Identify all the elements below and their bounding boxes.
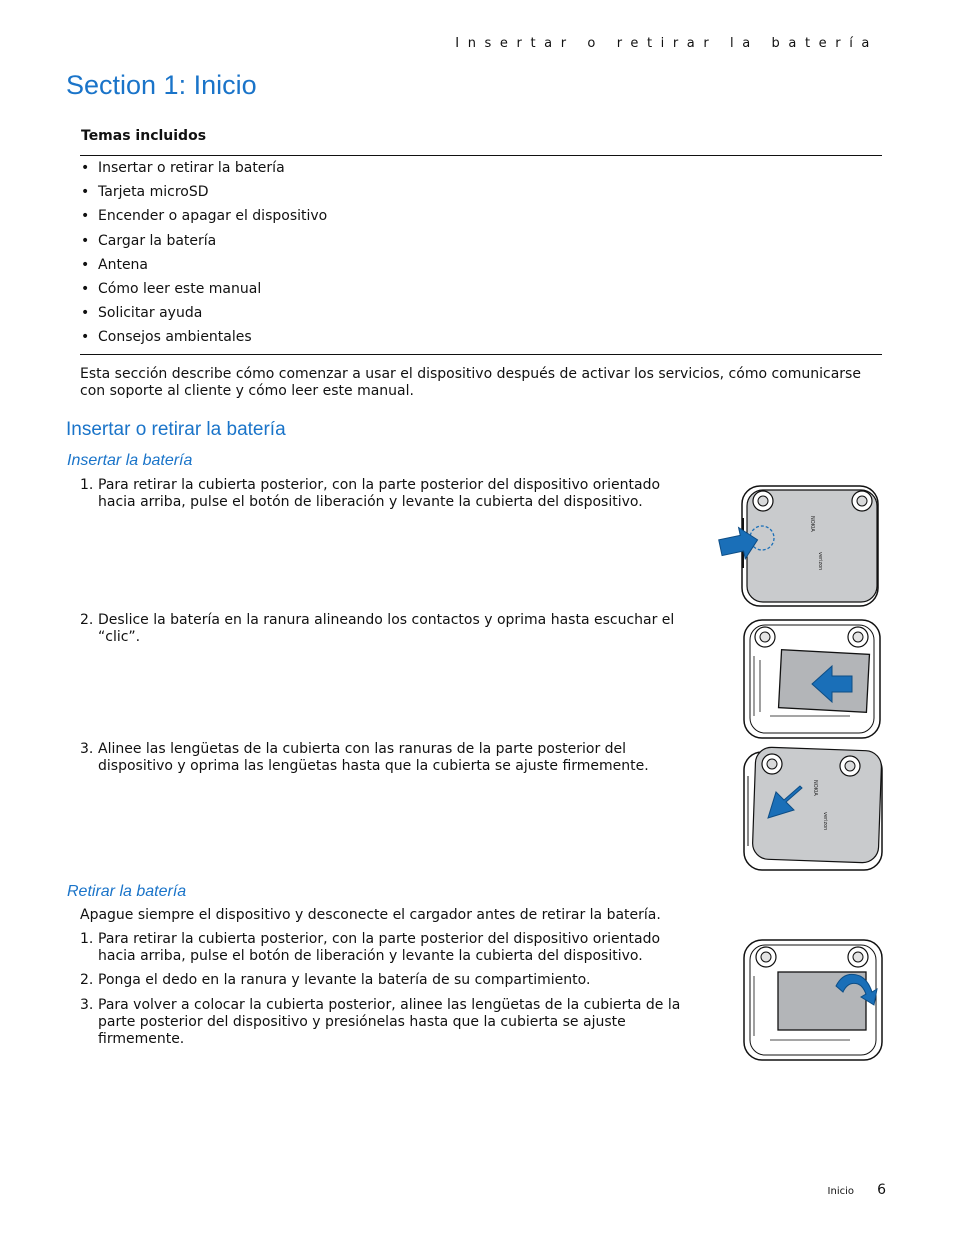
insert-battery-heading: Insertar la batería xyxy=(67,452,193,469)
remove-battery-figure xyxy=(740,936,886,1064)
topic-item[interactable] xyxy=(81,279,327,303)
topic-label: Consejos ambientales xyxy=(98,329,252,346)
carrier-label: verizon xyxy=(822,812,828,831)
topics-list xyxy=(81,158,327,352)
bullet: • xyxy=(81,208,90,225)
footer-section-label: Inicio xyxy=(827,1186,854,1197)
topic-label: Encender o apagar el dispositivo xyxy=(98,208,328,225)
bullet: • xyxy=(81,256,90,273)
topic-label: Cómo leer este manual xyxy=(98,280,262,297)
topic-item[interactable] xyxy=(81,206,327,230)
battery-heading: Insertar o retirar la batería xyxy=(66,419,286,440)
topics-bottom-rule xyxy=(80,354,882,355)
bullet: • xyxy=(81,184,90,201)
step-number: 2. xyxy=(80,972,94,988)
step-text: Deslice la batería en la ranura alineando los contactos y oprima hasta escuchar el “clic”. xyxy=(98,612,675,645)
brand-label: NOKIA xyxy=(812,780,818,796)
step-text: Ponga el dedo en la ranura y levante la batería de su compartimiento. xyxy=(98,972,591,988)
topic-label: Insertar o retirar la batería xyxy=(98,160,285,176)
remove-step-2 xyxy=(80,972,700,989)
device-back-cover xyxy=(744,747,882,870)
step-number: 3. xyxy=(80,741,94,757)
step-text: Alinee las lengüetas de la cubierta con las ranuras de la parte posterior del dispositivo y oprima las lengüetas hasta que la cubierta se ajuste firmemente. xyxy=(98,741,649,774)
bullet: • xyxy=(81,280,90,297)
topic-item[interactable] xyxy=(81,231,327,255)
page-title: Section 1: Inicio xyxy=(66,70,257,100)
topic-label: Antena xyxy=(98,256,149,273)
topic-item[interactable] xyxy=(81,158,327,182)
brand-label: NOKIA xyxy=(809,516,815,532)
remove-intro: Apague siempre el dispositivo y desconecte el cargador antes de retirar la batería. xyxy=(80,907,661,923)
insert-step-1 xyxy=(80,477,676,511)
topic-item[interactable] xyxy=(81,327,327,351)
remove-cover-figure xyxy=(716,480,888,610)
device-back-cover xyxy=(742,486,878,606)
bullet: • xyxy=(81,329,90,346)
topics-top-rule xyxy=(80,155,882,156)
topic-label: Cargar la batería xyxy=(98,232,217,249)
step-text: Para retirar la cubierta posterior, con la parte posterior del dispositivo orientado hacia arriba, pulse el botón de liberación y levante la cubierta del dispositivo. xyxy=(98,477,661,510)
topic-item[interactable] xyxy=(81,255,327,279)
carrier-label: verizon xyxy=(817,552,823,571)
step-text: Para retirar la cubierta posterior, con la parte posterior del dispositivo orientado hacia arriba, pulse el botón de liberación y levante la cubierta del dispositivo. xyxy=(98,931,661,964)
step-number: 1. xyxy=(80,477,94,493)
bullet: • xyxy=(81,232,90,249)
remove-step-3 xyxy=(80,997,692,1048)
topic-label: Tarjeta microSD xyxy=(98,184,209,201)
topic-item[interactable] xyxy=(81,303,327,327)
running-header: Insertar o retirar la batería xyxy=(455,36,878,51)
replace-cover-figure xyxy=(740,746,886,874)
insert-battery-figure xyxy=(740,616,886,742)
bullet: • xyxy=(81,305,90,322)
topic-label: Solicitar ayuda xyxy=(98,305,203,322)
topic-item[interactable] xyxy=(81,182,327,206)
topics-heading: Temas incluidos xyxy=(81,128,207,144)
step-number: 1. xyxy=(80,931,94,947)
remove-step-1 xyxy=(80,931,680,965)
insert-step-3 xyxy=(80,741,690,775)
insert-step-2 xyxy=(80,612,720,646)
page-number: 6 xyxy=(877,1182,886,1198)
section-intro: Esta sección describe cómo comenzar a usar el dispositivo después de activar los servicios, cómo comunicarse con soporte al cliente y cómo leer este manual. xyxy=(80,366,861,399)
remove-battery-heading: Retirar la batería xyxy=(67,883,187,900)
step-text: Para volver a colocar la cubierta posterior, alinee las lengüetas de la cubierta de la parte posterior del dispositivo y presiónelas hasta que la cubierta se ajuste firmemente. xyxy=(98,997,681,1047)
step-number: 2. xyxy=(80,612,94,628)
step-number: 3. xyxy=(80,997,94,1013)
bullet: • xyxy=(81,160,90,176)
